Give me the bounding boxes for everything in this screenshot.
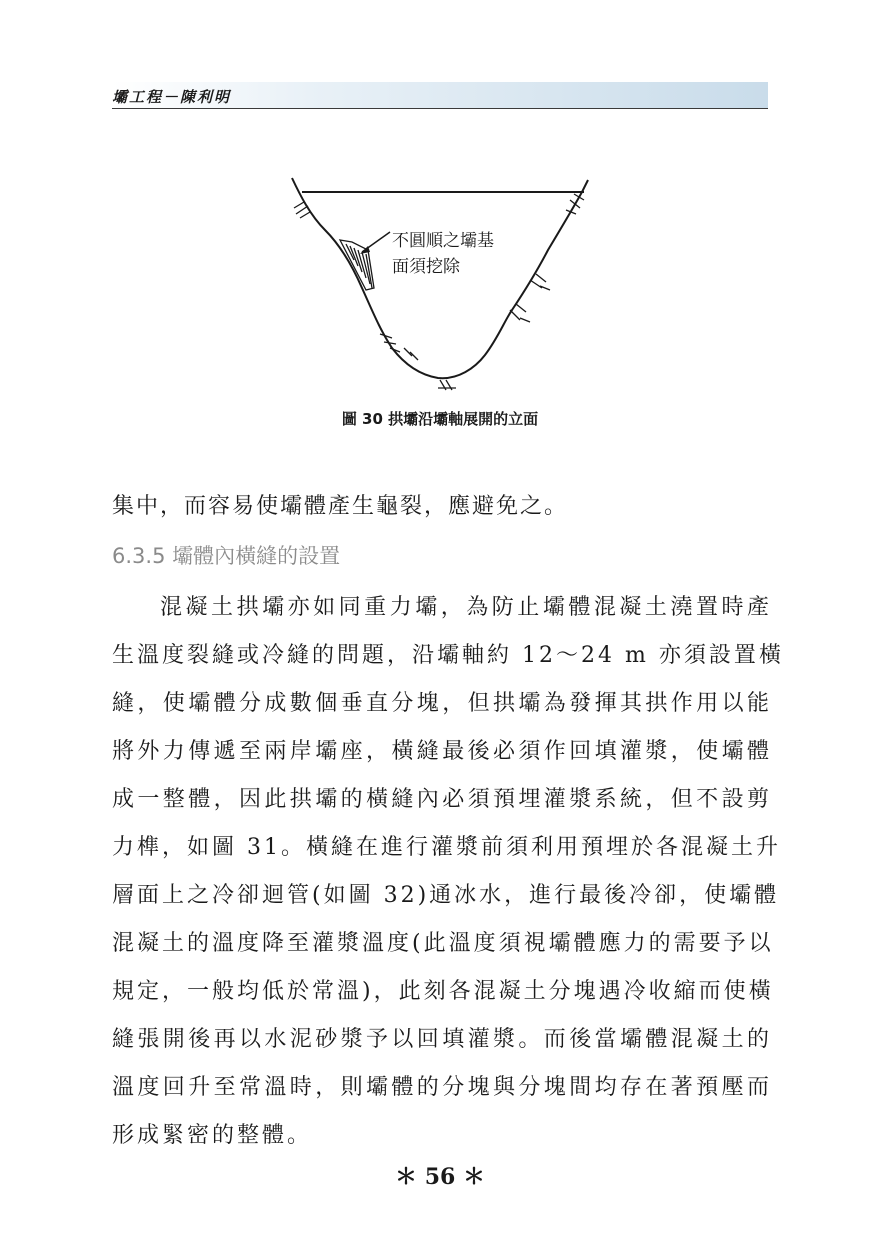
paragraph-line: 縫，使壩體分成數個垂直分塊，但拱壩為發揮其拱作用以能 [112, 691, 772, 716]
caption-text: 拱壩沿壩軸展開的立面 [388, 410, 539, 428]
body-paragraph [112, 584, 784, 1160]
paragraph-line: 縫張開後再以水泥砂漿予以回填灌漿。而後當壩體混凝土的 [112, 1027, 772, 1052]
rock-hatch-marks [294, 194, 584, 390]
annotation-line-1: 不圓順之壩基 [392, 231, 494, 251]
dam-foundation-figure [280, 170, 600, 400]
page-number: ＊ 56 ＊ [395, 1164, 485, 1190]
figure-annotation [392, 228, 494, 280]
header-title: 壩工程－陳利明 [112, 88, 232, 106]
paragraph-line: 將外力傳遞至兩岸壩座，橫縫最後必須作回填灌漿，使壩體 [112, 739, 772, 764]
paragraph-line: 力榫，如圖 31。橫縫在進行灌漿前須利用預埋於各混凝土升 [112, 835, 781, 860]
caption-number: 圖 30 [341, 410, 383, 428]
running-header [112, 82, 768, 109]
paragraph-line: 形成緊密的整體。 [112, 1123, 313, 1148]
figure-caption [0, 408, 880, 429]
valley-profile-drawing [280, 170, 600, 400]
paragraph-line: 混凝土的溫度降至灌漿溫度(此溫度須視壩體應力的需要予以 [112, 931, 774, 956]
paragraph-line: 成一整體，因此拱壩的橫縫內必須預埋灌漿系統，但不設剪 [112, 787, 772, 812]
paragraph-line: 混凝土拱壩亦如同重力壩，為防止壩體混凝土澆置時產 [160, 595, 772, 620]
paragraph-line: 溫度回升至常溫時，則壩體的分塊與分塊間均存在著預壓而 [112, 1075, 772, 1100]
section-title: 6.3.5 壩體內橫縫的設置 [112, 544, 341, 568]
paragraph-line: 規定，一般均低於常溫)，此刻各混凝土分塊遇冷收縮而使橫 [112, 979, 774, 1004]
intro-line: 集中，而容易使壩體產生龜裂，應避免之。 [112, 494, 569, 519]
paragraph-line: 層面上之冷卻迴管(如圖 32)通冰水，進行最後冷卻，使壩體 [112, 883, 780, 908]
annotation-line-2: 面須挖除 [392, 257, 460, 277]
paragraph-line: 生溫度裂縫或冷縫的問題，沿壩軸約 12～24 m 亦須設置橫 [112, 643, 784, 668]
